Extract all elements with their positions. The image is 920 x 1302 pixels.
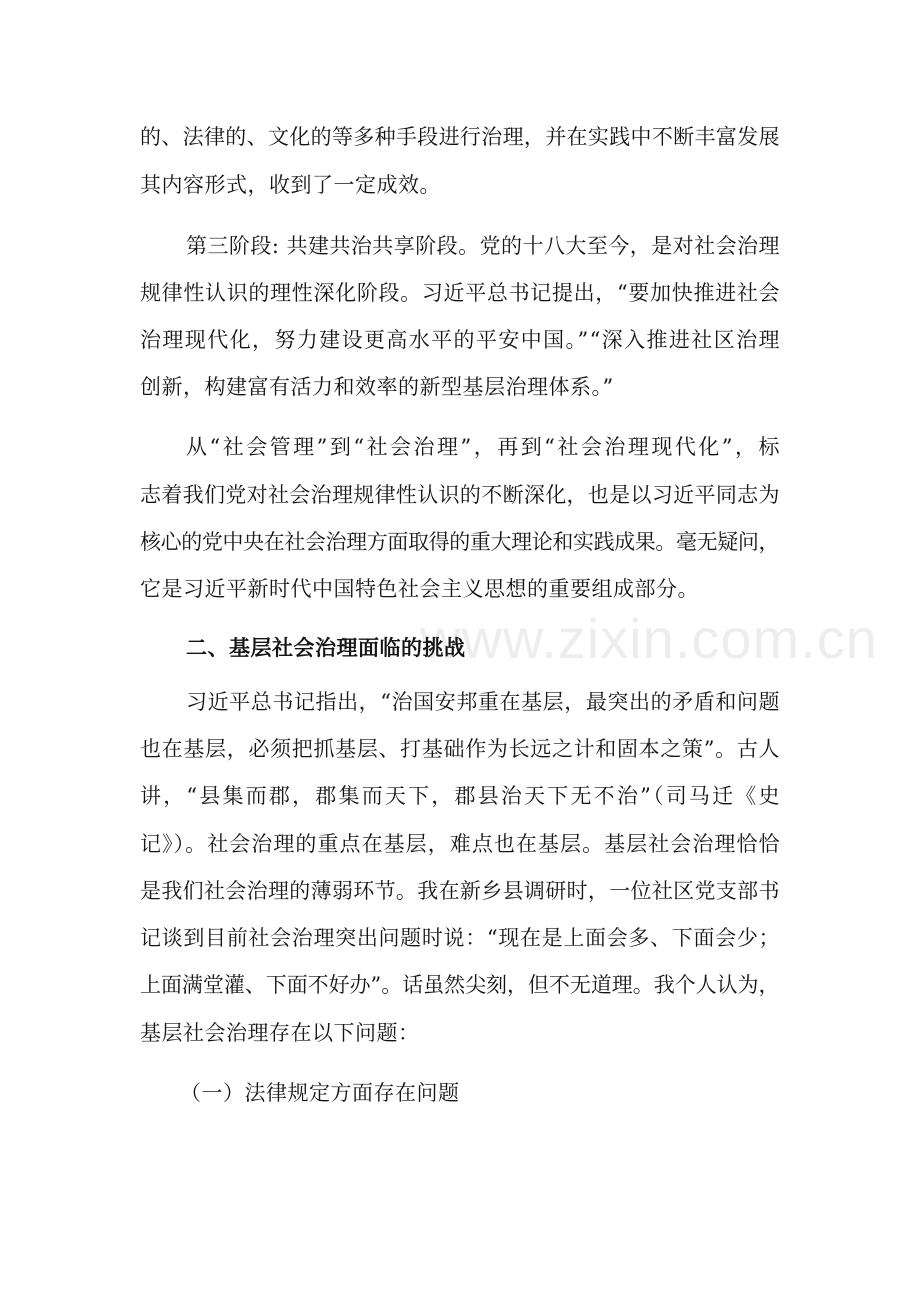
watermark: www.zixin.com.cn [420,607,878,670]
paragraph-line: 是我们社会治理的薄弱环节。我在新乡县调研时，一位社区党支部书 [140,879,780,903]
paragraph-line: 记谈到目前社会治理突出问题时说：“现在是上面会多、下面会少； [140,926,781,950]
paragraph-line: 记》）。社会治理的重点在基层，难点也在基层。基层社会治理恰恰 [140,832,781,856]
paragraph-line: 其内容形式，收到了一定成效。 [140,173,441,197]
paragraph-line: 从“社会管理”到“社会治理”，再到“社会治理现代化”，标 [186,435,782,459]
paragraph-line: 习近平总书记指出，“治国安邦重在基层，最突出的矛盾和问题 [186,690,781,714]
paragraph-line: 的、法律的、文化的等多种手段进行治理，并在实践中不断丰富发展 [140,125,780,149]
paragraph-line: 它是习近平新时代中国特色社会主义思想的重要组成部分。 [140,577,699,601]
paragraph-line: 创新，构建富有活力和效率的新型基层治理体系。” [140,375,614,399]
paragraph-line: 也在基层，必须把抓基层、打基础作为长远之计和固本之策”。古人 [140,737,781,761]
paragraph-line: 第三阶段: 共建共治共享阶段。党的十八大至今，是对社会治理 [186,234,780,258]
paragraph-line: 规律性认识的理性深化阶段。习近平总书记提出，“要加快推进社会 [140,281,781,305]
section-heading: 二、基层社会治理面临的挑战 [186,635,466,660]
subsection-heading: （一）法律规定方面存在问题 [180,1081,460,1105]
paragraph-line: 志着我们党对社会治理规律性认识的不断深化，也是以习近平同志为 [140,483,780,507]
paragraph-line: 核心的党中央在社会治理方面取得的重大理论和实践成果。毫无疑问， [140,530,780,554]
paragraph-line: 讲，“县集而郡，郡集而天下，郡县治天下无不治”（司马迁《史 [140,784,782,808]
paragraph-line: 治理现代化，努力建设更高水平的平安中国。”“深入推进社区治理 [140,328,781,352]
paragraph-line: 基层社会治理存在以下问题： [140,1021,420,1045]
paragraph-line: 上面满堂灌、下面不好办”。话虽然尖刻，但不无道理。我个人认为， [140,973,780,997]
